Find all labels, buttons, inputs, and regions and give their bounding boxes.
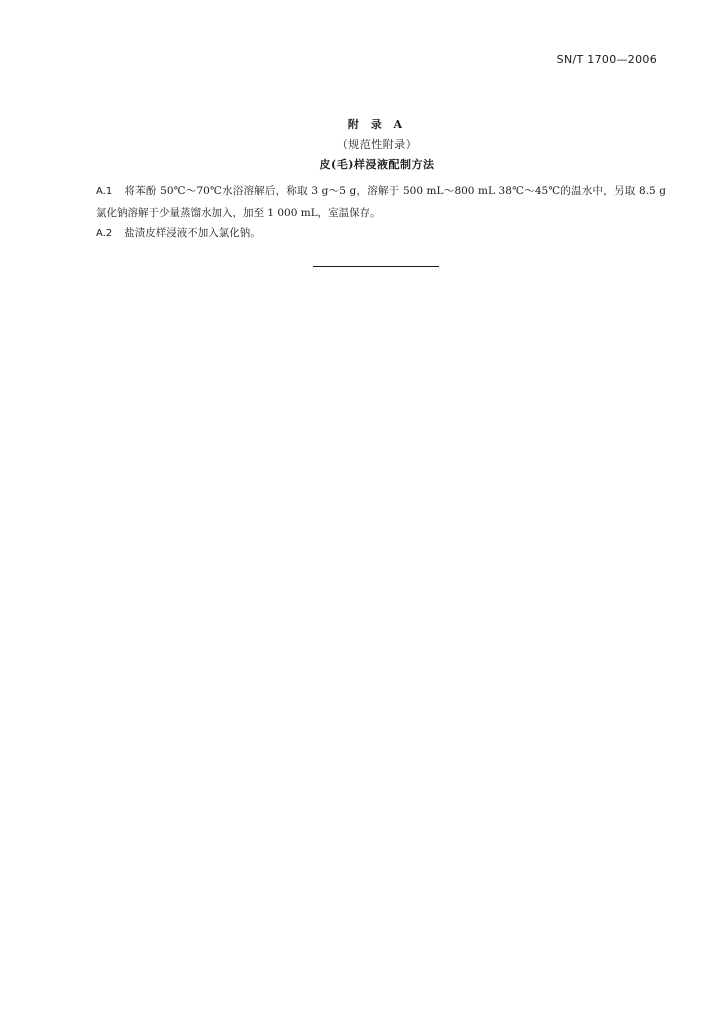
annex-subject: 皮(毛)样浸液配制方法: [319, 158, 435, 171]
clause-a2: [96, 223, 666, 245]
annex-title: 附 录 A: [347, 118, 407, 131]
clause-number: A.2: [96, 228, 113, 239]
clause-text: 盐渍皮样浸液不加入氯化钠。: [124, 227, 261, 239]
annex-type: （规范性附录）: [336, 138, 418, 151]
clause-text: 将苯酚 50℃～70℃水浴溶解后，称取 3 g～5 g，溶解于 500 mL～800 mL 38℃～45℃的温水中，另取 8.5 g 氯化钠溶解于少量蒸馏水加入，加至 1 000 mL，室温保存。: [96, 185, 666, 219]
end-rule: [313, 266, 439, 267]
annex-heading: [0, 115, 724, 175]
clause-number: A.1: [96, 186, 113, 197]
standard-code: SN/T 1700—2006: [556, 53, 657, 66]
annex-clauses: [96, 181, 666, 245]
clause-a1: [96, 181, 666, 223]
